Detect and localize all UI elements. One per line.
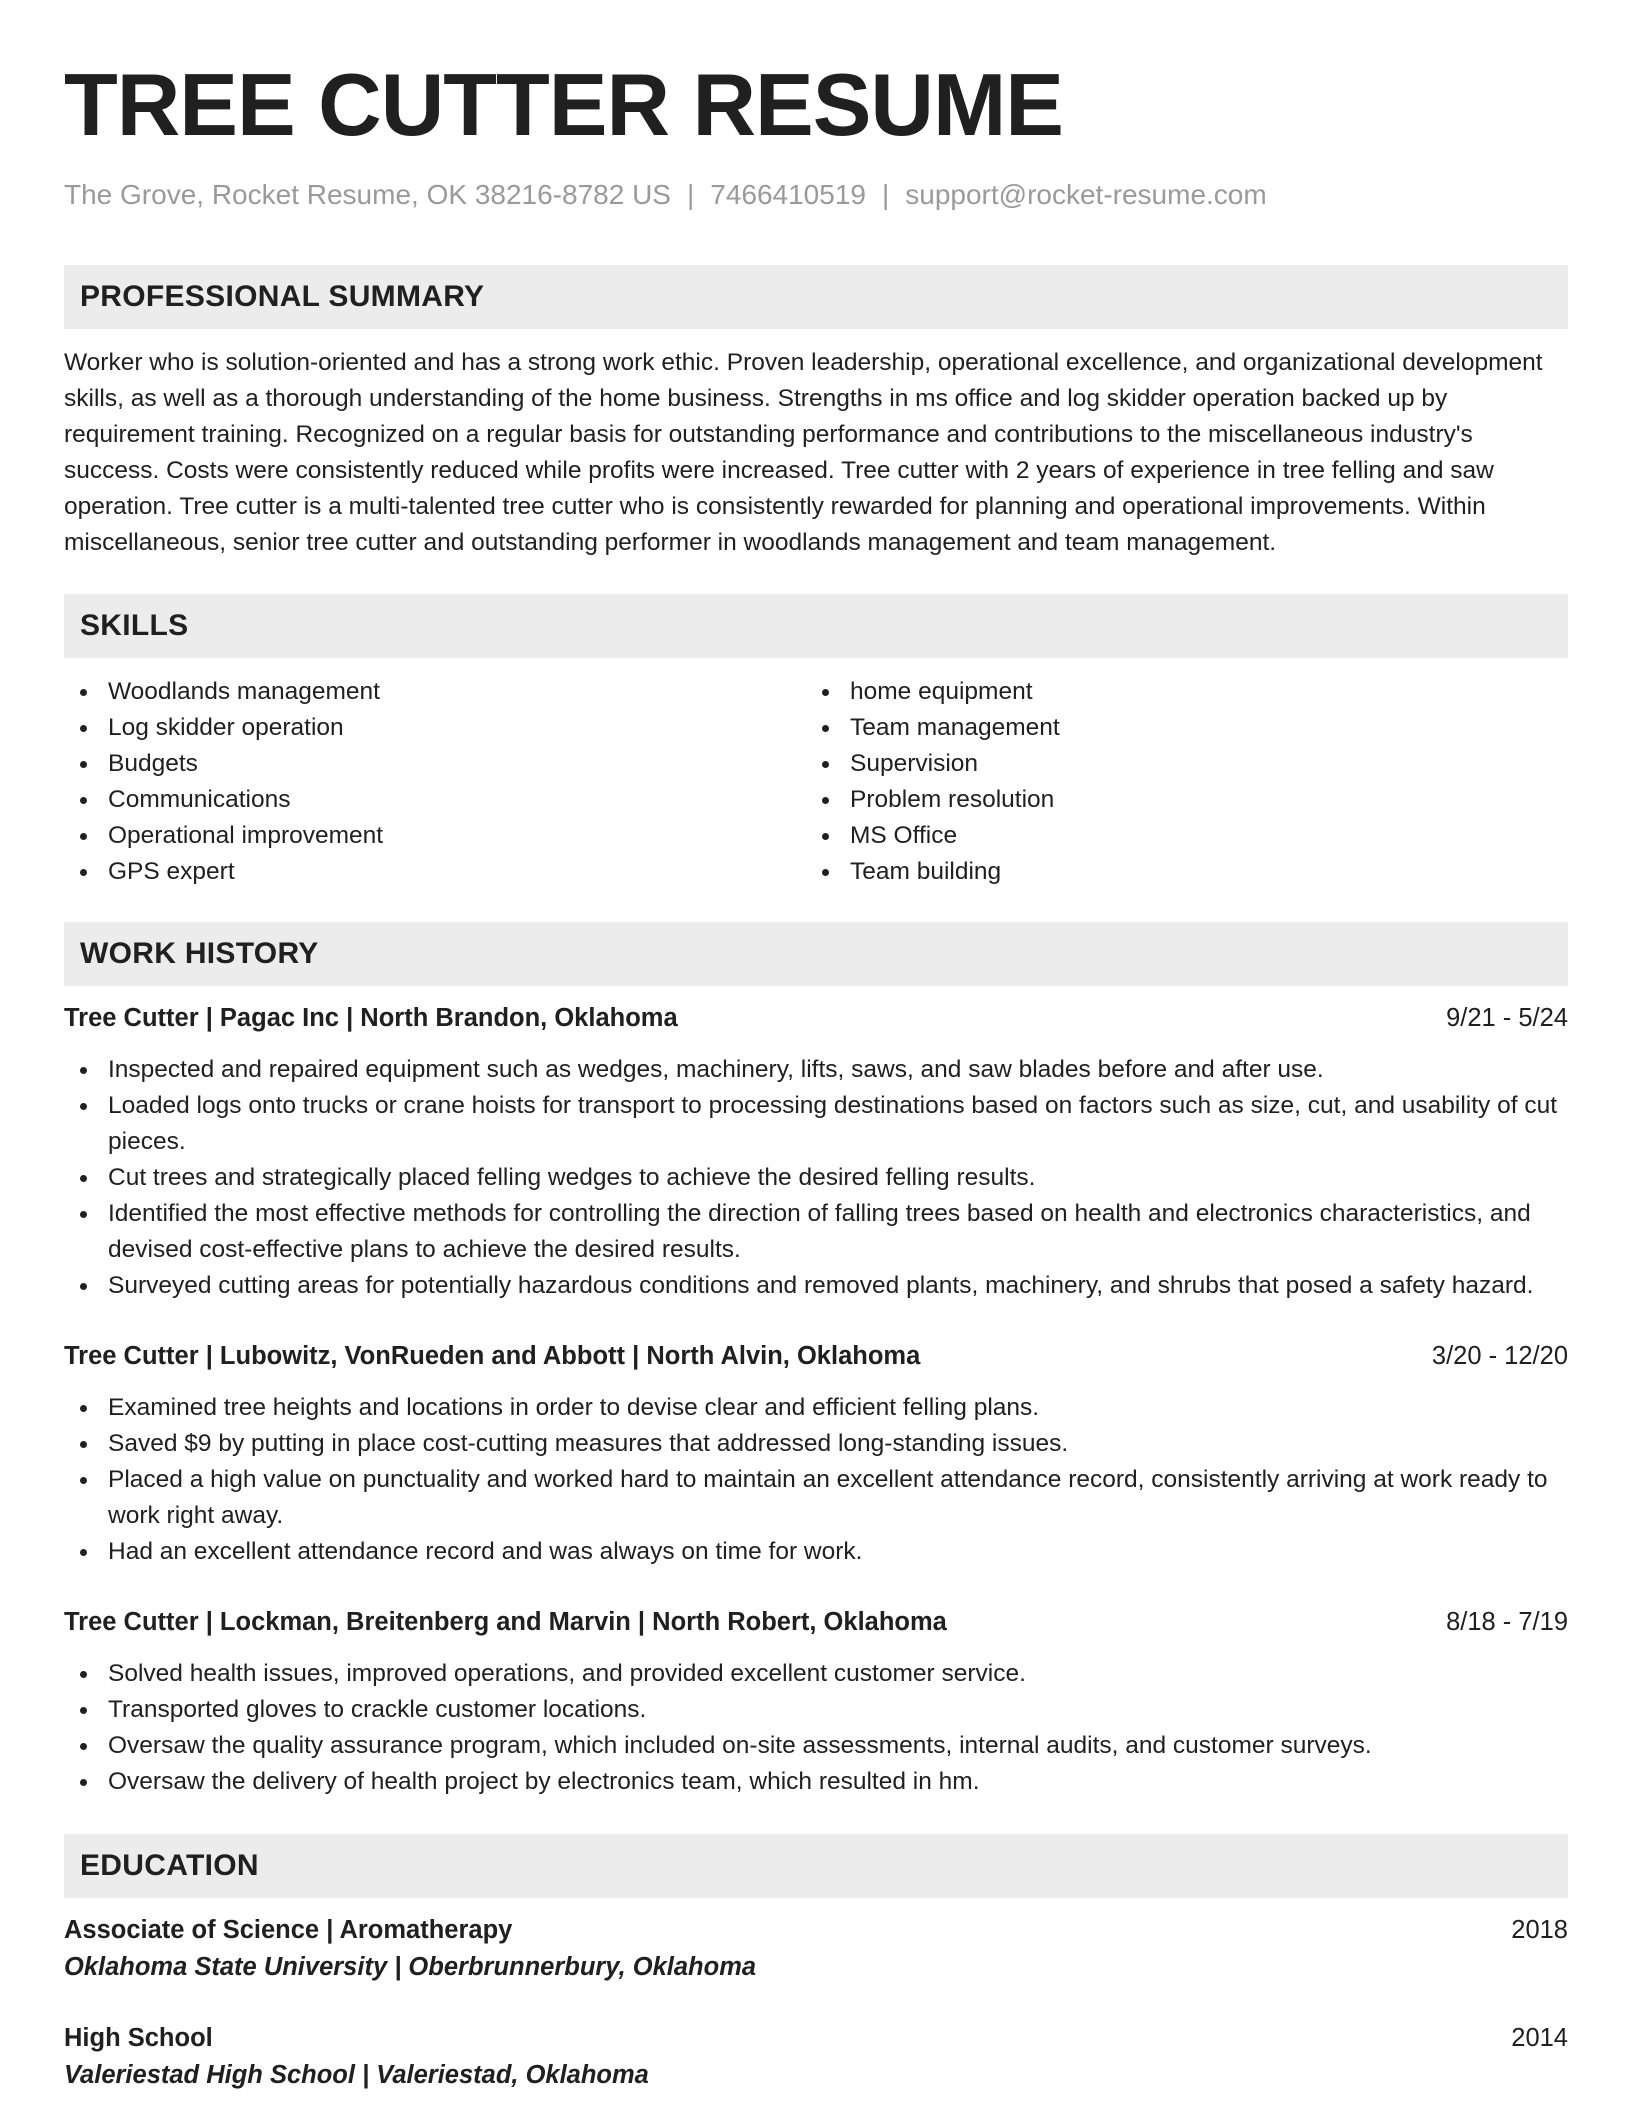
skills-column-right [806, 674, 1548, 890]
skill-item: Problem resolution [806, 782, 1548, 818]
job-bullet: Identified the most effective methods for controlling the direction of falling trees based on health and electronics characteristics, and devised cost-effective plans to achieve the desired results. [64, 1196, 1568, 1268]
job-dates: 8/18 - 7/19 [1446, 1608, 1568, 1636]
resume-title: TREE CUTTER RESUME [64, 55, 1063, 154]
contact-email: support@rocket-resume.com [905, 179, 1267, 210]
skill-item: Operational improvement [64, 818, 806, 854]
job-bullet: Surveyed cutting areas for potentially hazardous conditions and removed plants, machinery, and shrubs that posed a safety hazard. [64, 1268, 1568, 1304]
contact-phone: 7466410519 [710, 179, 866, 210]
skills-column-left [64, 674, 806, 890]
job-bullet: Inspected and repaired equipment such as wedges, machinery, lifts, saws, and saw blades before and after use. [64, 1052, 1568, 1088]
contact-separator: | [686, 179, 695, 210]
job-entry [64, 1604, 1568, 1800]
job-bullet: Had an excellent attendance record and was always on time for work. [64, 1534, 1568, 1570]
education-school: Oklahoma State University | Oberbrunnerbury, Oklahoma [64, 1953, 757, 1981]
education-entry [64, 1912, 1568, 1986]
job-entry [64, 1338, 1568, 1570]
education-entry [64, 2020, 1568, 2094]
education-year: 2014 [1511, 2024, 1568, 2052]
job-bullet: Examined tree heights and locations in order to devise clear and efficient felling plans. [64, 1390, 1568, 1426]
section-header-skills: SKILLS [64, 594, 1568, 658]
job-bullet: Solved health issues, improved operations, and provided excellent customer service. [64, 1656, 1568, 1692]
job-header [64, 1604, 1568, 1640]
job-bullet: Oversaw the delivery of health project by electronics team, which resulted in hm. [64, 1764, 1568, 1800]
contact-separator: | [881, 179, 890, 210]
skill-item: Log skidder operation [64, 710, 806, 746]
job-header [64, 1000, 1568, 1036]
section-header-summary: PROFESSIONAL SUMMARY [64, 265, 1568, 329]
education-degree: Associate of Science | Aromatherapy [64, 1916, 513, 1944]
education-year: 2018 [1511, 1916, 1568, 1944]
education-school: Valeriestad High School | Valeriestad, Oklahoma [64, 2061, 649, 2089]
section-header-education: EDUCATION [64, 1834, 1568, 1898]
job-bullet: Saved $9 by putting in place cost-cutting measures that addressed long-standing issues. [64, 1426, 1568, 1462]
job-title: Tree Cutter | Pagac Inc | North Brandon, Oklahoma [64, 1004, 678, 1032]
contact-line [64, 177, 1568, 213]
skill-item: GPS expert [64, 854, 806, 890]
job-bullet: Oversaw the quality assurance program, which included on-site assessments, internal audits, and customer surveys. [64, 1728, 1568, 1764]
job-bullets [64, 1390, 1568, 1570]
skill-item: Woodlands management [64, 674, 806, 710]
skill-item: Communications [64, 782, 806, 818]
skill-item: Team building [806, 854, 1548, 890]
skill-item: Team management [806, 710, 1548, 746]
job-bullets [64, 1052, 1568, 1304]
skill-item: home equipment [806, 674, 1548, 710]
education-degree: High School [64, 2024, 213, 2052]
job-bullet: Placed a high value on punctuality and worked hard to maintain an excellent attendance record, consistently arriving at work ready to work right away. [64, 1462, 1568, 1534]
summary-text: Worker who is solution-oriented and has a strong work ethic. Proven leadership, operational excellence, and organizational development skills, as well as a thorough understanding of the home business. Strengths in ms office and log skidder operation backed up by requirement training. Recognized on a regular basis for outstanding performance and contributions to the miscellaneous industry's success. Costs were consistently reduced while profits were increased. Tree cutter with 2 years of experience in tree felling and saw operation. Tree cutter is a multi-talented tree cutter who is consistently rewarded for planning and operational improvements. Within miscellaneous, senior tree cutter and outstanding performer in woodlands management and team management. [64, 349, 1543, 556]
skills-grid [64, 674, 1568, 890]
skill-item: Budgets [64, 746, 806, 782]
job-title: Tree Cutter | Lubowitz, VonRueden and Abbott | North Alvin, Oklahoma [64, 1342, 921, 1370]
job-bullets [64, 1656, 1568, 1800]
job-bullet: Loaded logs onto trucks or crane hoists for transport to processing destinations based on factors such as size, cut, and usability of cut pieces. [64, 1088, 1568, 1160]
job-bullet: Transported gloves to crackle customer locations. [64, 1692, 1568, 1728]
job-title: Tree Cutter | Lockman, Breitenberg and Marvin | North Robert, Oklahoma [64, 1608, 947, 1636]
skill-item: MS Office [806, 818, 1548, 854]
job-bullet: Cut trees and strategically placed felling wedges to achieve the desired felling results. [64, 1160, 1568, 1196]
job-header [64, 1338, 1568, 1374]
job-dates: 9/21 - 5/24 [1446, 1004, 1568, 1032]
section-header-work-history: WORK HISTORY [64, 922, 1568, 986]
education-header [64, 1912, 1568, 1948]
job-entry [64, 1000, 1568, 1304]
skill-item: Supervision [806, 746, 1548, 782]
education-header [64, 2020, 1568, 2056]
job-dates: 3/20 - 12/20 [1431, 1342, 1568, 1370]
contact-address: The Grove, Rocket Resume, OK 38216-8782 US [64, 179, 671, 210]
